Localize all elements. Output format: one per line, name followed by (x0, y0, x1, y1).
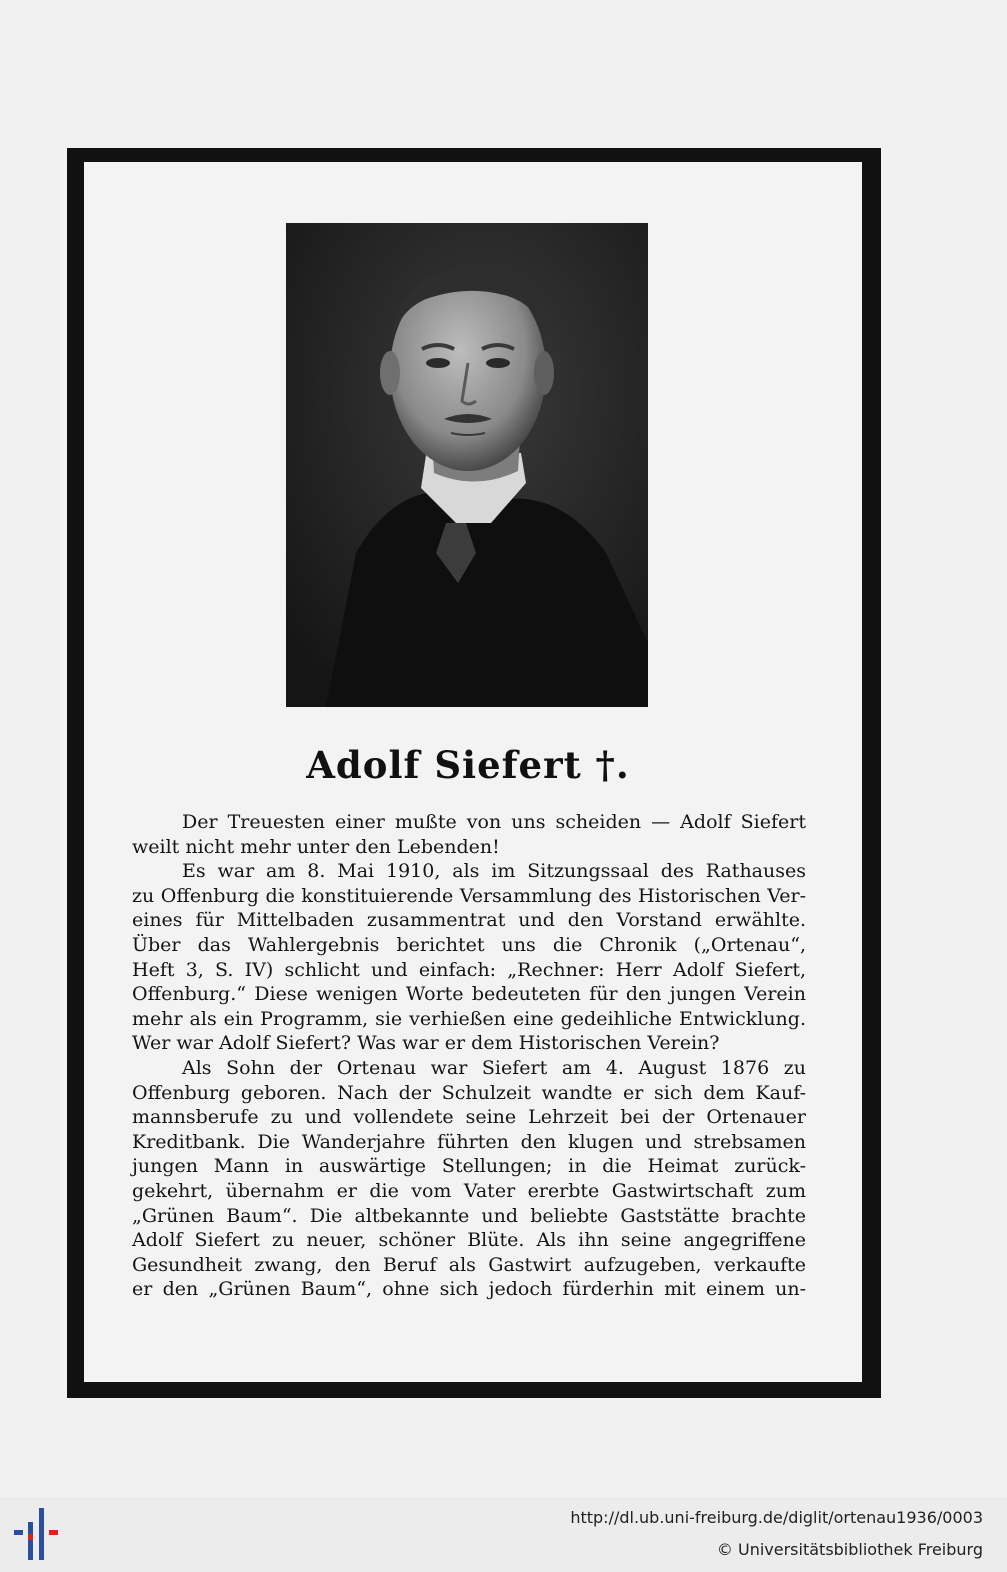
text-line: Heft 3, S. IV) schlicht und einfach: „Rechner: Herr Adolf Siefert, (132, 958, 806, 981)
text-line: mehr als ein Programm, sie verhießen eine gedeihliche Entwicklung. (132, 1007, 806, 1030)
text-line: Als Sohn der Ortenau war Siefert am 4. August 1876 zu (182, 1056, 806, 1079)
text-line: mannsberufe zu und vollendete seine Lehrzeit bei der Ortenauer (132, 1106, 806, 1129)
source-url-link[interactable]: http://dl.ub.uni-freiburg.de/diglit/ortenau1936/0003 (570, 1508, 983, 1527)
text-line: Offenburg.“ Diese wenigen Worte bedeuteten für den jungen Verein (132, 983, 806, 1006)
text-line: Gesundheit zwang, den Beruf als Gastwirt aufzugeben, verkaufte (132, 1253, 806, 1276)
copyright-notice: © Universitätsbibliothek Freiburg (716, 1540, 983, 1559)
text-line: Wer war Adolf Siefert? Was war er dem Historischen Verein? (132, 1032, 720, 1055)
ub-freiburg-logo-icon (14, 1508, 62, 1560)
text-line: er den „Grünen Baum“, ohne sich jedoch fürderhin mit einem un- (132, 1278, 806, 1301)
portrait-photo (286, 223, 648, 707)
obituary-heading: Adolf Siefert †. (306, 743, 630, 787)
text-line: gekehrt, übernahm er die vom Vater ererbte Gastwirtschaft zum (132, 1179, 806, 1202)
portrait-image (286, 223, 648, 707)
text-line: „Grünen Baum“. Die altbekannte und beliebte Gaststätte brachte (132, 1204, 806, 1227)
text-line: Über das Wahlergebnis berichtet uns die Chronik („Ortenau“, (132, 933, 806, 956)
text-line: Adolf Siefert zu neuer, schöner Blüte. Als ihn seine angegriffene (132, 1229, 806, 1252)
text-line: Kreditbank. Die Wanderjahre führten den klugen und strebsamen (132, 1130, 806, 1153)
text-line: weilt nicht mehr unter den Lebenden! (132, 835, 500, 858)
text-line: Es war am 8. Mai 1910, als im Sitzungssaal des Rathauses (182, 860, 806, 883)
text-line: zu Offenburg die konstituierende Versammlung des Historischen Ver- (132, 884, 806, 907)
text-line: jungen Mann in auswärtige Stellungen; in die Heimat zurück- (132, 1155, 806, 1178)
text-line: eines für Mittelbaden zusammentrat und den Vorstand erwählte. (132, 909, 806, 932)
text-line: Offenburg geboren. Nach der Schulzeit wandte er sich dem Kauf- (132, 1081, 806, 1104)
obituary-text (132, 810, 806, 1302)
text-line: Der Treuesten einer mußte von uns scheiden — Adolf Siefert (182, 811, 806, 833)
